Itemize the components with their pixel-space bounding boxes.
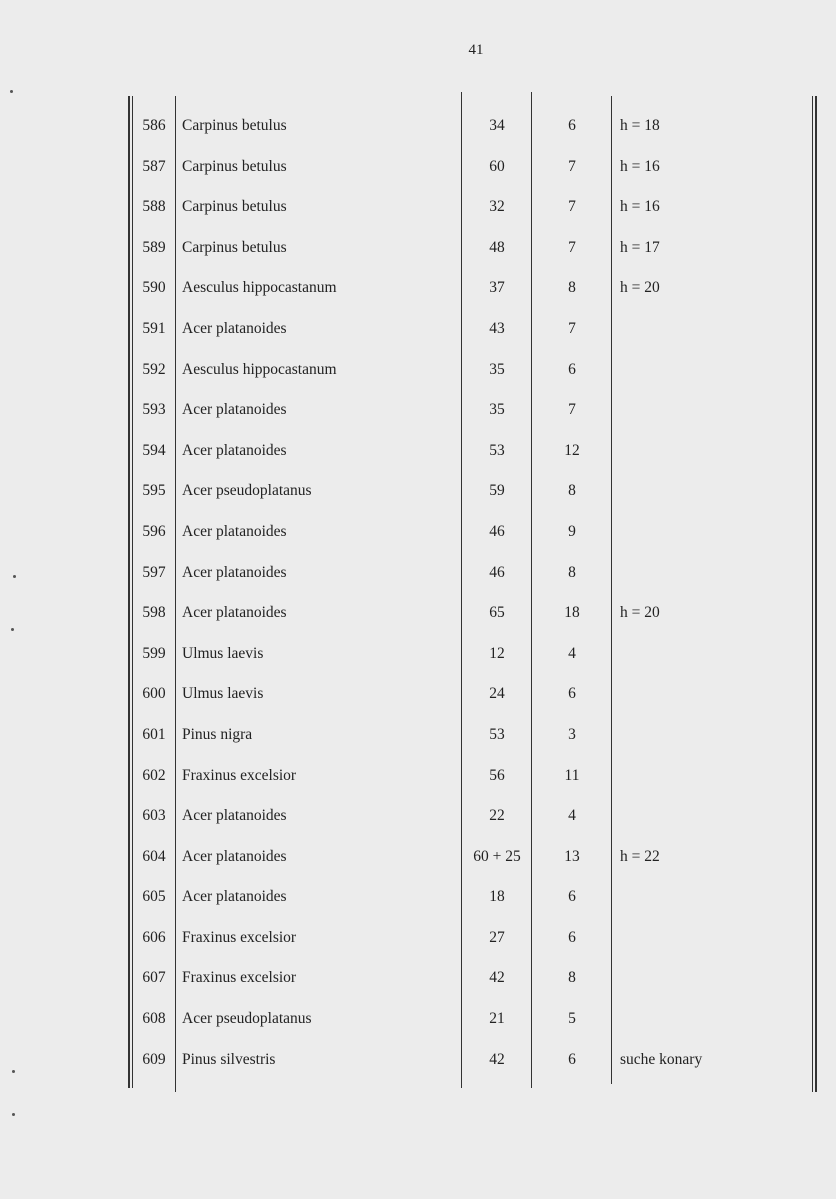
- crown-value: 8: [568, 563, 576, 581]
- table-row: [0, 106, 836, 147]
- remark: h = 18: [620, 117, 660, 134]
- trunk-circumference: 21: [489, 1010, 505, 1028]
- remark: [620, 431, 810, 472]
- tree-number: 598: [142, 604, 166, 622]
- table-row: [0, 837, 836, 878]
- tree-number: 599: [142, 644, 166, 662]
- crown-value: 8: [568, 482, 576, 500]
- remark: [620, 553, 810, 594]
- trunk-circumference: 12: [489, 644, 505, 662]
- crown-value: 8: [568, 969, 576, 987]
- tree-inventory-table: [0, 106, 836, 1080]
- trunk-circumference: 24: [489, 685, 505, 703]
- species-name: Aesculus hippocastanum: [182, 279, 337, 297]
- table-row: [0, 674, 836, 715]
- species-name: Acer pseudoplatanus: [182, 1010, 312, 1028]
- tree-number: 604: [142, 847, 166, 865]
- crown-value: 7: [568, 401, 576, 419]
- trunk-circumference: 60 + 25: [473, 847, 521, 865]
- species-name: Aesculus hippocastanum: [182, 360, 337, 378]
- species-name: Acer platanoides: [182, 522, 287, 540]
- species-name: Fraxinus excelsior: [182, 969, 297, 987]
- tree-number: 607: [142, 969, 166, 987]
- crown-value: 18: [564, 604, 580, 622]
- remark: [620, 958, 810, 999]
- crown-value: 6: [568, 1050, 576, 1068]
- table-row: [0, 147, 836, 188]
- page-number: 41: [468, 42, 484, 58]
- tree-number: 606: [142, 928, 166, 946]
- tree-number: 594: [142, 441, 166, 459]
- remark: h = 22: [620, 847, 660, 865]
- table-row: [0, 958, 836, 999]
- trunk-circumference: 35: [489, 401, 505, 419]
- trunk-circumference: 18: [489, 888, 505, 906]
- table-row: [0, 350, 836, 391]
- trunk-circumference: 27: [489, 928, 505, 946]
- crown-value: 5: [568, 1010, 576, 1028]
- remark: h = 17: [620, 238, 660, 256]
- tree-number: 600: [142, 685, 166, 703]
- remark: [620, 512, 810, 553]
- species-name: Acer platanoides: [182, 319, 287, 337]
- remark: h = 20: [620, 604, 660, 622]
- tree-number: 586: [142, 117, 166, 134]
- remark: h = 16: [620, 198, 660, 216]
- trunk-circumference: 42: [489, 1050, 505, 1068]
- trunk-circumference: 48: [489, 238, 505, 256]
- tree-number: 605: [142, 888, 166, 906]
- species-name: Ulmus laevis: [182, 644, 264, 662]
- tree-number: 601: [142, 725, 166, 743]
- table-row: [0, 187, 836, 228]
- table-row: [0, 877, 836, 918]
- species-name: Acer platanoides: [182, 847, 287, 865]
- tree-number: 608: [142, 1010, 166, 1028]
- table-row: [0, 715, 836, 756]
- remark: [620, 715, 810, 756]
- table-row: [0, 309, 836, 350]
- trunk-circumference: 37: [489, 279, 505, 297]
- tree-number: 588: [142, 198, 166, 216]
- trunk-circumference: 59: [489, 482, 505, 500]
- tree-number: 591: [142, 319, 166, 337]
- remark: [620, 918, 810, 959]
- species-name: Acer platanoides: [182, 563, 287, 581]
- tree-number: 602: [142, 766, 166, 784]
- crown-value: 7: [568, 238, 576, 256]
- species-name: Carpinus betulus: [182, 238, 287, 256]
- tree-number: 587: [142, 157, 166, 175]
- trunk-circumference: 22: [489, 807, 505, 825]
- remark: [620, 674, 810, 715]
- remark: [620, 634, 810, 675]
- crown-value: 7: [568, 319, 576, 337]
- tree-number: 592: [142, 360, 166, 378]
- trunk-circumference: 65: [489, 604, 505, 622]
- crown-value: 6: [568, 360, 576, 378]
- trunk-circumference: 53: [489, 441, 505, 459]
- trunk-circumference: 53: [489, 725, 505, 743]
- crown-value: 4: [568, 807, 576, 825]
- remark: [620, 796, 810, 837]
- species-name: Fraxinus excelsior: [182, 766, 297, 784]
- table-row: [0, 796, 836, 837]
- remark: [620, 350, 810, 391]
- species-name: Fraxinus excelsior: [182, 928, 297, 946]
- remark: [620, 877, 810, 918]
- tree-number: 603: [142, 807, 166, 825]
- trunk-circumference: 32: [489, 198, 505, 216]
- table-row: [0, 268, 836, 309]
- tree-number: 590: [142, 279, 166, 297]
- remark: suche konary: [620, 1050, 703, 1068]
- tree-number: 609: [142, 1050, 166, 1068]
- tree-number: 596: [142, 522, 166, 540]
- species-name: Acer platanoides: [182, 888, 287, 906]
- trunk-circumference: 34: [489, 117, 505, 134]
- tree-number: 595: [142, 482, 166, 500]
- remark: [620, 471, 810, 512]
- trunk-circumference: 46: [489, 522, 505, 540]
- tree-number: 597: [142, 563, 166, 581]
- trunk-circumference: 56: [489, 766, 505, 784]
- species-name: Carpinus betulus: [182, 157, 287, 175]
- species-name: Acer platanoides: [182, 604, 287, 622]
- table-row: [0, 471, 836, 512]
- table-row: [0, 431, 836, 472]
- trunk-circumference: 60: [489, 157, 505, 175]
- remark: [620, 756, 810, 797]
- crown-value: 6: [568, 685, 576, 703]
- table-row: [0, 999, 836, 1040]
- trunk-circumference: 46: [489, 563, 505, 581]
- remark: [620, 390, 810, 431]
- remark: h = 16: [620, 157, 660, 175]
- table-row: [0, 553, 836, 594]
- species-name: Pinus silvestris: [182, 1050, 276, 1068]
- species-name: Acer platanoides: [182, 807, 287, 825]
- table-row: [0, 1040, 836, 1081]
- tree-number: 593: [142, 401, 166, 419]
- table-row: [0, 918, 836, 959]
- remark: [620, 999, 810, 1040]
- crown-value: 12: [564, 441, 580, 459]
- crown-value: 11: [564, 766, 580, 784]
- trunk-circumference: 35: [489, 360, 505, 378]
- scan-speck: [10, 90, 13, 93]
- table-row: [0, 512, 836, 553]
- table-row: [0, 390, 836, 431]
- crown-value: 6: [568, 117, 576, 134]
- crown-value: 4: [568, 644, 576, 662]
- species-name: Acer platanoides: [182, 441, 287, 459]
- crown-value: 6: [568, 928, 576, 946]
- tree-number: 589: [142, 238, 166, 256]
- remark: h = 20: [620, 279, 660, 297]
- species-name: Acer pseudoplatanus: [182, 482, 312, 500]
- species-name: Carpinus betulus: [182, 117, 287, 134]
- species-name: Pinus nigra: [182, 725, 253, 743]
- table-row: [0, 756, 836, 797]
- scan-speck: [12, 1113, 15, 1116]
- table-row: [0, 593, 836, 634]
- trunk-circumference: 43: [489, 319, 505, 337]
- crown-value: 3: [568, 725, 576, 743]
- crown-value: 7: [568, 157, 576, 175]
- table-row: [0, 634, 836, 675]
- species-name: Acer platanoides: [182, 401, 287, 419]
- crown-value: 7: [568, 198, 576, 216]
- species-name: Carpinus betulus: [182, 198, 287, 216]
- crown-value: 6: [568, 888, 576, 906]
- species-name: Ulmus laevis: [182, 685, 264, 703]
- table-row: [0, 228, 836, 269]
- crown-value: 13: [564, 847, 580, 865]
- remark: [620, 309, 810, 350]
- crown-value: 9: [568, 522, 576, 540]
- trunk-circumference: 42: [489, 969, 505, 987]
- crown-value: 8: [568, 279, 576, 297]
